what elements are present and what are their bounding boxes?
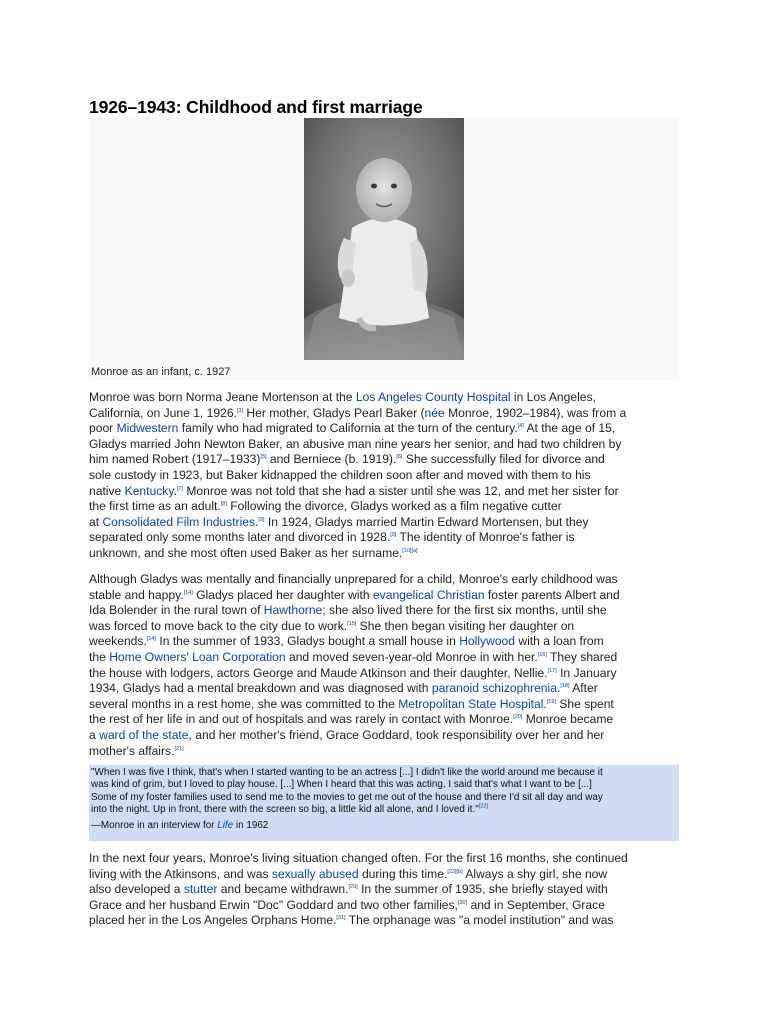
link-ward-of-the-state[interactable]: ward of the state — [99, 727, 189, 742]
citation[interactable]: [19] — [546, 698, 556, 705]
citation[interactable]: [31] — [336, 915, 346, 922]
citation[interactable]: [10][a] — [402, 547, 418, 554]
citation[interactable]: [30] — [457, 899, 468, 906]
citation[interactable]: [23][b] — [447, 868, 463, 875]
link-stutter[interactable]: stutter — [183, 882, 218, 897]
infant-photo-figure — [89, 118, 679, 380]
link-evangelical-christian[interactable]: evangelical Christian — [372, 587, 485, 602]
link-la-county-hospital[interactable]: Los Angeles County Hospital — [355, 390, 511, 404]
citation[interactable]: [4] — [517, 423, 524, 430]
link-metropolitan-state-hospital[interactable]: Metropolitan State Hospital — [398, 696, 544, 711]
citation[interactable]: [5] — [260, 454, 267, 461]
link-hawthorne[interactable]: Hawthorne — [263, 603, 323, 618]
paragraph-foster-years: In the next four years, Monroe's living situation changed often. For the first 16 months, she continued living with the Atkinsons, and was sexually abused during this time.[23][b] Always a shy girl, she now also developed a stutter and became withdrawn.[29] In the summer of 1935, she briefly stayed with Grace and her husband Erwin "Doc" Goddard and two other families,[30] and in September, Grace placed her in the Los Angeles Orphans Home.[31] The orphanage was "a model institution" and was — [89, 851, 628, 928]
link-life-magazine[interactable]: Life — [217, 820, 234, 832]
citation[interactable]: [9] — [390, 532, 397, 539]
figure-caption: Monroe as an infant, c. 1927 — [91, 366, 231, 378]
blockquote — [89, 765, 679, 841]
citation[interactable]: [22] — [478, 803, 488, 810]
link-midwestern[interactable]: Midwestern — [116, 421, 179, 436]
citation[interactable]: [16] — [537, 651, 547, 658]
quote-line: was kind of grim, but I loved to play house. [...] When I heard that this was acting, I said that's what I want to be [...] — [91, 779, 592, 791]
citation[interactable]: [6] — [396, 454, 403, 461]
citation[interactable]: [15] — [347, 620, 357, 627]
citation[interactable]: [8] — [220, 501, 227, 508]
citation[interactable]: [20] — [513, 714, 523, 721]
link-hollywood[interactable]: Hollywood — [459, 634, 515, 649]
infant-photo[interactable] — [304, 118, 464, 360]
paragraph-childhood: Although Gladys was mentally and financially unprepared for a child, Monroe's early childhood was stable and happy.[14] Gladys placed her daughter with evangelical Christian foster parents Albert and Ida Bolender in the rural town of Hawthorne; she also lived there for the first six months, until she was forced to move back to the city due to work.[15] She then began visiting her daughter on weekends.[14] In the summer of 1933, Gladys bought a small house in Hollywood with a loan from the Home Owners' Loan Corporation and moved seven-year-old Monroe in with her.[16] They shared the house with lodgers, actors George and Maude Atkinson and their daughter, Nellie.[17] In January 1934, Gladys had a mental breakdown and was diagnosed with paranoid schizophrenia.[18] After several months in a rest home, she was committed to the Metropolitan State Hospital.[19] She spent the rest of her life in and out of hospitals and was rarely in contact with Monroe.[20] Monroe became a ward of the state, and her mother's friend, Grace Goddard, took responsibility over her and her mother's affairs.[21] — [89, 572, 620, 758]
infant-photo-image — [304, 118, 464, 360]
citation[interactable]: [18] — [560, 683, 570, 690]
citation[interactable]: [14] — [146, 636, 157, 643]
citation[interactable]: [7] — [176, 485, 183, 492]
section-heading: 1926–1943: Childhood and first marriage — [89, 97, 423, 117]
quote-line: Some of my foster families used to send me to the movies to get me out of the house and there I'd sit all day and way — [91, 791, 603, 803]
link-nee[interactable]: née — [424, 405, 445, 420]
citation[interactable]: [21] — [174, 745, 184, 752]
quote-line: "When I was five I think, that's when I started wanting to be an actress [...] I didn't like the world around me because it — [91, 767, 603, 778]
link-consolidated-film[interactable]: Consolidated Film Industries — [102, 514, 256, 529]
citation[interactable]: [17] — [547, 667, 557, 674]
citation[interactable]: [29] — [348, 884, 358, 891]
quote-attribution: —Monroe in an interview for Life in 1962 — [91, 820, 269, 832]
link-kentucky[interactable]: Kentucky — [124, 483, 174, 498]
link-sexually-abused[interactable]: sexually abused — [271, 866, 359, 881]
citation[interactable]: [9] — [258, 516, 265, 523]
link-paranoid-schizophrenia[interactable]: paranoid schizophrenia — [431, 681, 557, 696]
link-home-owners-loan[interactable]: Home Owners' Loan Corporation — [109, 649, 286, 664]
quote-line: into the night. Up in front, there with the screen so big, a little kid all alone, and I loved it."[22] — [91, 803, 488, 815]
paragraph-birth: Monroe was born Norma Jeane Mortenson at the Los Angeles County Hospital in Los Angeles, California, on June 1, 1926.[3] Her mother, Gladys Pearl Baker (née Monroe, 1902–1984), was from a poor Midwestern family who had migrated to California at the turn of the century.[4] At the age of 15, Gladys married John Newton Baker, an abusive man nine years her senior, and had two children by him named Robert (1917–1933)[5] and Berniece (b. 1919).[6] She successfully filed for divorce and sole custody in 1923, but Baker kidnapped the children soon after and moved with them to his native Kentucky.[7] Monroe was not told that she had a sister until she was 12, and met her sister for the first time as an adult.[8] Following the divorce, Gladys worked as a film negative cutter at Consolidated Film Industries.[9] In 1924, Gladys married Martin Edward Mortensen, but they separated only some months later and divorced in 1928.[9] The identity of Monroe's father is unknown, and she most often used Baker as her surname.[10][a] — [89, 390, 627, 560]
citation[interactable]: [3] — [236, 407, 244, 414]
citation[interactable]: [14] — [183, 589, 193, 596]
